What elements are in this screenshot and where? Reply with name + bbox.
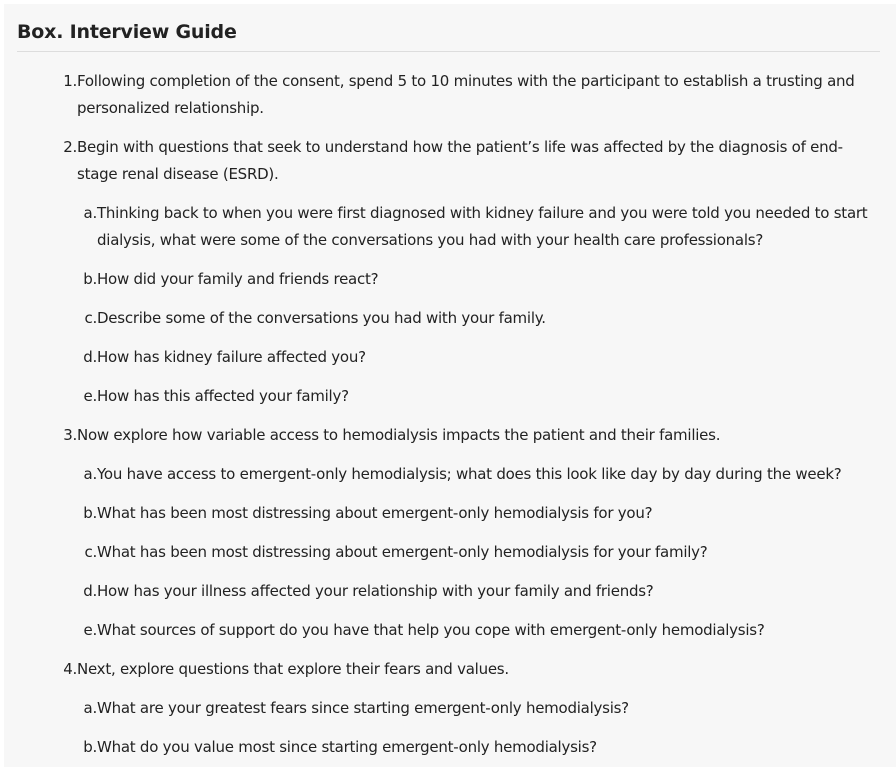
item-text: Thinking back to when you were first diagnosed with kidney failure and you were told you needed to start dialysis, what were some of the conversations you had with your health care professionals? [97, 204, 868, 249]
item-text: Describe some of the conversations you had with your family. [97, 309, 546, 327]
item-marker: b. [83, 504, 97, 522]
list-item-2d [83, 344, 877, 371]
item-marker: 2. [63, 138, 77, 156]
title-divider [17, 51, 880, 52]
item-marker: d. [83, 582, 97, 600]
item-text: What has been most distressing about emergent-only hemodialysis for your family? [97, 543, 708, 561]
item-marker: 4. [63, 660, 77, 678]
item-marker: e. [83, 387, 97, 405]
list-item-3c [84, 539, 877, 566]
list-item-2e [83, 383, 877, 410]
list-item-3 [63, 422, 877, 449]
item-marker: e. [83, 621, 97, 639]
item-text: What sources of support do you have that help you cope with emergent-only hemodialysis? [97, 621, 765, 639]
box-title: Box. Interview Guide [17, 21, 237, 43]
list-item-2a [83, 200, 877, 254]
item-marker: b. [83, 738, 97, 756]
list-item-3b [83, 500, 877, 527]
item-text: What has been most distressing about emergent-only hemodialysis for you? [97, 504, 653, 522]
list-item-4 [63, 656, 877, 683]
item-marker: a. [83, 465, 97, 483]
list-item-1 [63, 68, 877, 122]
item-text: Following completion of the consent, spend 5 to 10 minutes with the participant to establish a trusting and personalized relationship. [77, 72, 855, 117]
list-item-3e [83, 617, 877, 644]
item-text: Now explore how variable access to hemodialysis impacts the patient and their families. [77, 426, 721, 444]
item-marker: 1. [63, 72, 77, 90]
list-item-2 [63, 134, 877, 188]
list-item-3a [83, 461, 877, 488]
item-text: What are your greatest fears since starting emergent-only hemodialysis? [97, 699, 629, 717]
item-marker: a. [83, 204, 97, 222]
list-item-4b [83, 734, 877, 761]
list-item-3d [83, 578, 877, 605]
item-text: How has kidney failure affected you? [97, 348, 366, 366]
item-marker: 3. [63, 426, 77, 444]
item-text: How has this affected your family? [97, 387, 349, 405]
item-marker: b. [83, 270, 97, 288]
item-text: You have access to emergent-only hemodialysis; what does this look like day by day during the week? [97, 465, 842, 483]
item-marker: c. [84, 309, 97, 327]
item-text: How has your illness affected your relationship with your family and friends? [97, 582, 654, 600]
item-text: What do you value most since starting emergent-only hemodialysis? [97, 738, 597, 756]
list-item-2b [83, 266, 877, 293]
item-text: How did your family and friends react? [97, 270, 379, 288]
item-marker: d. [83, 348, 97, 366]
item-marker: c. [84, 543, 97, 561]
item-text: Begin with questions that seek to understand how the patient’s life was affected by the diagnosis of end-stage renal disease (ESRD). [77, 138, 843, 183]
list-item-2c [84, 305, 877, 332]
item-text: Next, explore questions that explore their fears and values. [77, 660, 509, 678]
interview-guide-box [4, 4, 896, 767]
list-item-4a [83, 695, 877, 722]
item-marker: a. [83, 699, 97, 717]
